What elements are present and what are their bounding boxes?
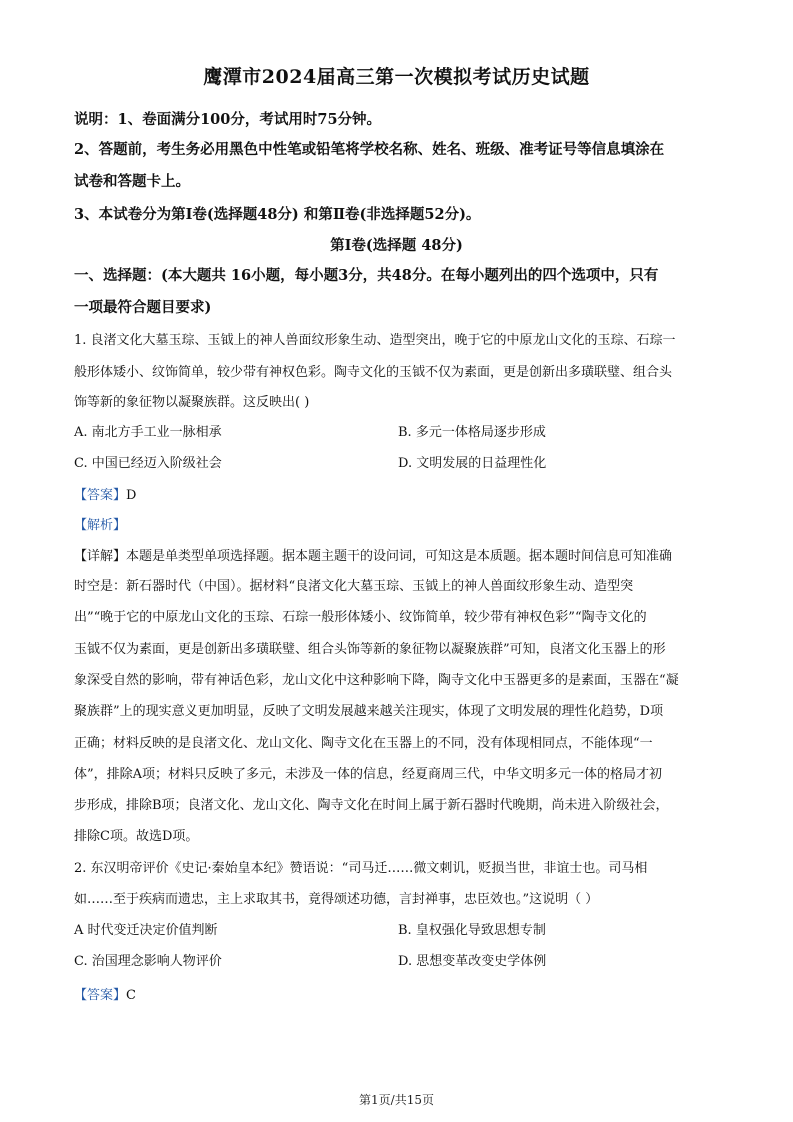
- section-heading: 第Ⅰ卷(选择题 48分): [330, 237, 463, 254]
- instruction-line-2a: 2、答题前，考生务必用黑色中性笔或铅笔将学校名称、姓名、班级、准考证号等信息填涂在: [74, 141, 665, 158]
- q1-detail-line: 玉钺不仅为素面，更是创新出多璜联璧、组合头饰等新的象征物以凝聚族群”可知，良渚文化玉器上的形: [74, 642, 666, 657]
- instruction-line-2b: 试卷和答题卡上。: [74, 173, 190, 190]
- q1-stem-line: 般形体矮小、纹饰简单，较少带有神权色彩。陶寺文化的玉钺不仅为素面，更是创新出多璜联璧、组合头: [74, 365, 673, 380]
- section-intro-a: 一、选择题：(本大题共 16小题，每小题3分，共48分。在每小题列出的四个选项中，只有: [74, 267, 659, 284]
- q1-detail-line: 正确；材料反映的是良渚文化、龙山文化、陶寺文化在玉器上的不同，没有体现相同点，不能体现“一: [74, 736, 653, 751]
- page-title: 鹰潭市2024届高三第一次模拟考试历史试题: [203, 66, 590, 88]
- q1-detail-line: 步形成，排除B项；良渚文化、龙山文化、陶寺文化在时间上属于新石器时代晚期，尚未进入阶级社会，: [74, 798, 669, 813]
- answer-tag: 【答案】: [74, 988, 127, 1003]
- instruction-line-1: 说明：1、卷面满分100分，考试用时75分钟。: [74, 111, 382, 128]
- q1-option-b: B. 多元一体格局逐步形成: [398, 425, 546, 440]
- q1-stem-line: 饰等新的象征物以凝聚族群。这反映出( ): [74, 395, 310, 410]
- q1-detail-line: 时空是：新石器时代（中国）。据材料“良渚文化大墓玉琮、玉钺上的神人兽面纹形象生动、造型突: [74, 579, 634, 594]
- q1-analysis-tag: 【解析】: [74, 518, 127, 533]
- q2-option-d: D. 思想变革改变史学体例: [398, 954, 547, 969]
- q2-option-b: B. 皇权强化导致思想专制: [398, 923, 546, 938]
- q1-answer: [74, 484, 136, 503]
- answer-value: C: [126, 988, 136, 1003]
- q1-detail-line: 体”，排除A项；材料只反映了多元，未涉及一体的信息，经夏商周三代，中华文明多元一体的格局才初: [74, 767, 663, 782]
- q1-detail-line: 象深受自然的影响，带有神话色彩，龙山文化中这种影响下降，陶寺文化中玉器更多的是素面，玉器在“凝: [74, 673, 679, 688]
- section-intro-b: 一项最符合题目要求): [74, 299, 212, 316]
- answer-value: D: [126, 488, 137, 503]
- answer-tag: 【答案】: [74, 488, 127, 503]
- q1-stem-line: 1. 良渚文化大墓玉琮、玉钺上的神人兽面纹形象生动、造型突出，晚于它的中原龙山文化的玉琮、石琮一: [74, 333, 676, 348]
- q2-option-c: C. 治国理念影响人物评价: [74, 954, 222, 969]
- q2-stem-line: 2. 东汉明帝评价《史记·秦始皇本纪》赞语说：“司马迁……微文刺讥，贬损当世，非谊士也。司马相: [74, 861, 648, 876]
- q1-option-d: D. 文明发展的日益理性化: [398, 456, 547, 471]
- q1-detail-line: 排除C项。故选D项。: [74, 829, 199, 844]
- q1-detail-line: 聚族群”上的现实意义更加明显，反映了文明发展越来越关注现实，体现了文明发展的理性化趋势，D项: [74, 704, 664, 719]
- q1-detail-line: 【详解】本题是单类型单项选择题。据本题主题干的设问词，可知这是本质题。据本题时间信息可知准确: [74, 549, 673, 564]
- q2-answer: [74, 984, 136, 1003]
- q2-stem-line: 如……至于疾病而遗忠，主上求取其书，竟得颂述功德，言封禅事，忠臣效也。”这说明（ ）: [74, 892, 599, 907]
- instruction-line-3: 3、本试卷分为第Ⅰ卷(选择题48分) 和第Ⅱ卷(非选择题52分)。: [74, 206, 481, 223]
- q2-option-a: A 时代变迁决定价值判断: [74, 923, 218, 938]
- q1-option-c: C. 中国已经迈入阶级社会: [74, 456, 222, 471]
- q1-option-a: A. 南北方手工业一脉相承: [74, 425, 222, 440]
- page-number: 第1页/共15页: [359, 1093, 434, 1107]
- q1-detail-line: 出”“晚于它的中原龙山文化的玉琮、石琮一般形体矮小、纹饰简单，较少带有神权色彩”“陶寺文化的: [74, 610, 647, 625]
